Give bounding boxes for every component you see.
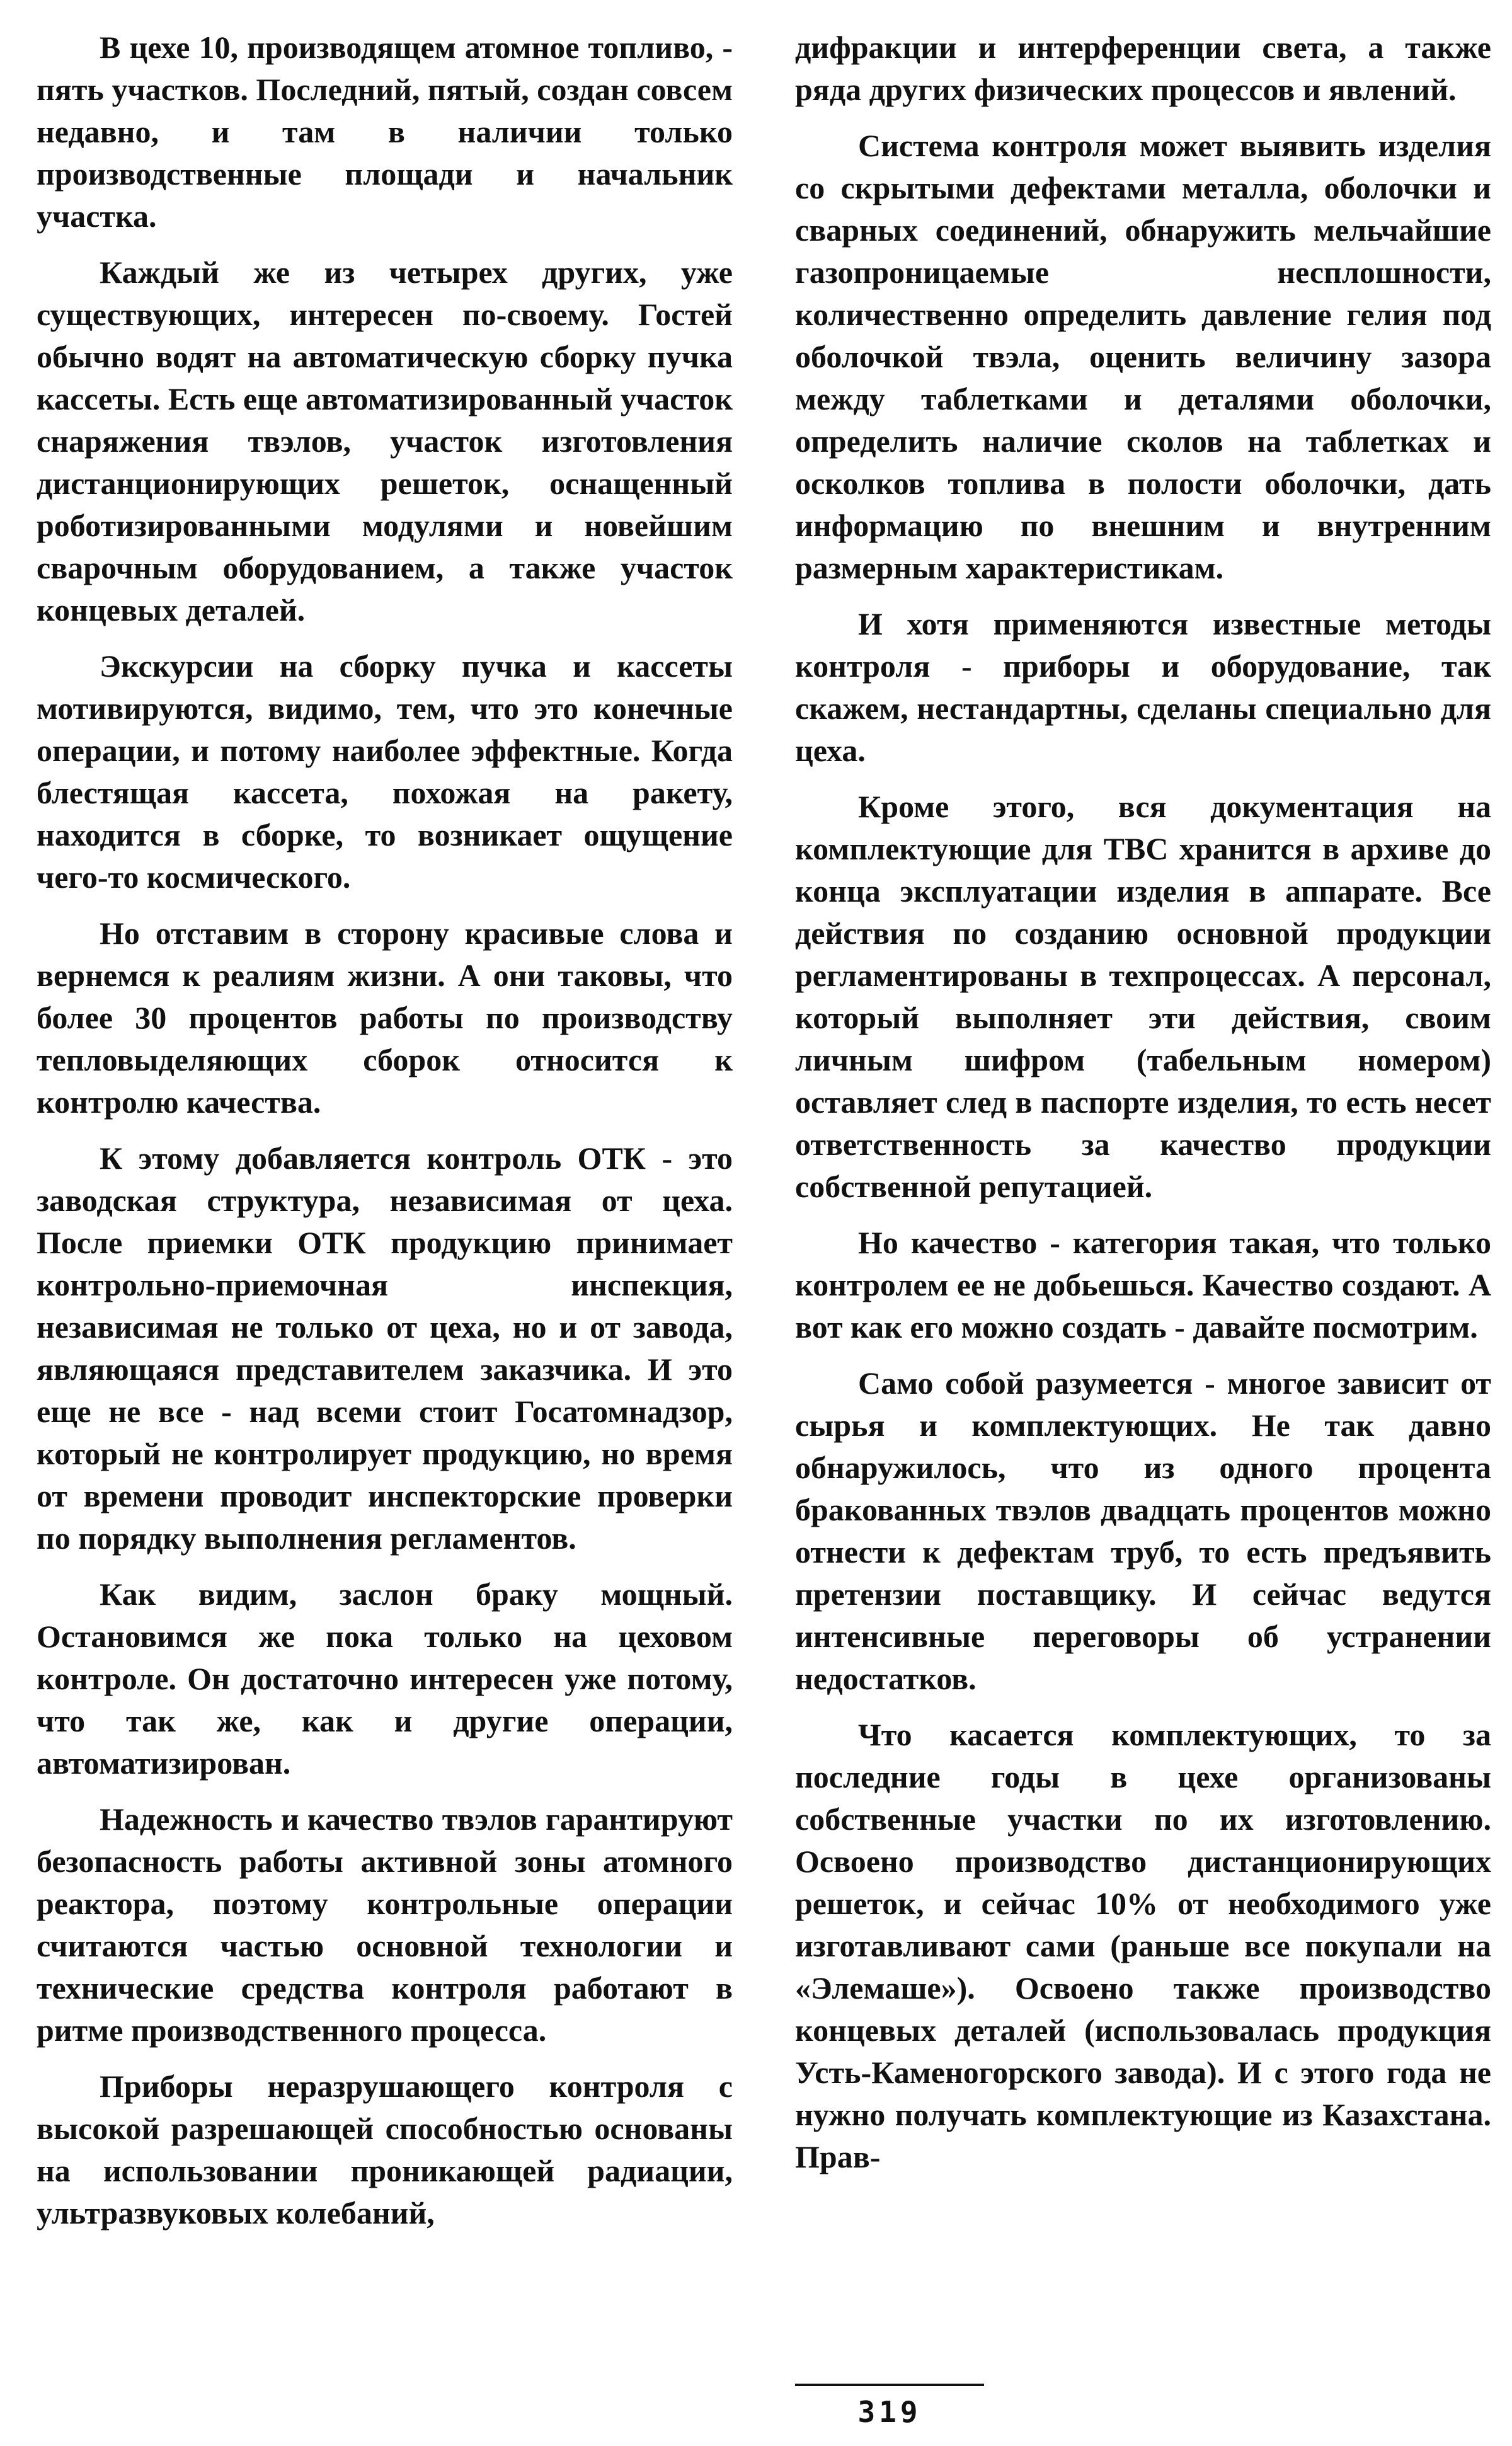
paragraph: И хотя применяются известные методы контроля - приборы и оборудование, так скажем, нестандартны, сделаны специально для цеха. <box>795 606 1491 768</box>
continued-paragraph: дифракции и интерференции света, а также ряда других физических процессов и явлений. <box>795 30 1491 107</box>
paragraph: Само собой разумеется - многое зависит от сырья и комплектующих. Не так давно обнаружилось, что из одного процента бракованных твэлов двадцать процентов можно отнести к дефектам труб, то есть предъявить претензии поставщику. И сейчас ведутся интенсивные переговоры об устранении недостатков. <box>795 1365 1491 1696</box>
paragraph: В цехе 10, производящем атомное топливо, - пять участков. Последний, пятый, создан совсем недавно, и там в наличии только производственные площади и начальник участка. <box>37 30 733 234</box>
paragraph: Надежность и качество твэлов гарантируют безопасность работы активной зоны атомного реактора, поэтому контрольные операции считаются частью основной технологии и технические средства контроля работают в ритме производственного процесса. <box>37 1801 733 2048</box>
paragraph: Каждый же из четырех других, уже существующих, интересен по-своему. Гостей обычно водят на автоматическую сборку пучка кассеты. Есть еще автоматизированный участок снаряжения твэлов, участок изготовления дистанционирующих решеток, оснащенный роботизированными модулями и новейшим сварочным оборудованием, а также участок концевых деталей. <box>37 255 733 628</box>
paragraph: Приборы неразрушающего контроля с высокой разрешающей способностью основаны на использовании проникающей радиации, ультразвуковых колебаний, <box>37 2069 733 2231</box>
paragraph: Кроме этого, вся документация на комплектующие для ТВС хранится в архиве до конца эксплуатации изделия в аппарате. Все действия по созданию основной продукции регламентированы в техпроцессах. А персонал, который выполняет эти действия, своим личным шифром (табельным номером) оставляет след в паспорте изделия, то есть несет ответственность за качество продукции собственной репутацией. <box>795 789 1491 1204</box>
paragraph: К этому добавляется контроль ОТК - это заводская структура, независимая от цеха. После приемки ОТК продукцию принимает контрольно-приемочная инспекция, независимая не только от цеха, но и от завода, являющаяся представителем заказчика. И это еще не все - над всеми стоит Госатомнадзор, который не контролирует продукцию, но время от времени проводит инспекторские проверки по порядку выполнения регламентов. <box>37 1140 733 1556</box>
page-number: 319 <box>857 2395 922 2429</box>
paragraph: Как видим, заслон браку мощный. Остановимся же пока только на цеховом контроле. Он достаточно интересен уже потому, что так же, как и другие операции, автоматизирован. <box>37 1576 733 1781</box>
right-text-column <box>795 26 1491 2320</box>
paragraph: Система контроля может выявить изделия со скрытыми дефектами металла, оболочки и сварных соединений, обнаружить мельчайшие газопроницаемые несплошности, количественно определить давление гелия под оболочкой твэла, оценить величину зазора между таблетками и деталями оболочки, определить наличие сколов на таблетках и осколков топлива в полости оболочки, дать информацию по внешним и внутренним размерным характеристикам. <box>795 128 1491 585</box>
paragraph: Экскурсии на сборку пучка и кассеты мотивируются, видимо, тем, что это конечные операции, и потому наиболее эффектные. Когда блестящая кассета, похожая на ракету, находится в сборке, то возникает ощущение чего-то космического. <box>37 648 733 895</box>
left-text-column <box>37 26 733 2320</box>
paragraph: Но отставим в сторону красивые слова и вернемся к реалиям жизни. А они таковы, что более 30 процентов работы по производству тепловыделяющих сборок относится к контролю качества. <box>37 916 733 1120</box>
footer-rule <box>795 2384 984 2386</box>
paragraph: Но качество - категория такая, что только контролем ее не добьешься. Качество создают. А вот как его можно создать - давайте посмотрим. <box>795 1225 1491 1345</box>
paragraph: Что касается комплектующих, то за последние годы в цехе организованы собственные участки по их изготовлению. Освоено производство дистанционирующих решеток, и сейчас 10% от необходимого уже изготавливают сами (раньше все покупали на «Элемаше»). Освоено также производство концевых деталей (использовалась продукция Усть-Каменогорского завода). И с этого года не нужно получать комплектующие из Казахстана. Прав- <box>795 1717 1491 2174</box>
